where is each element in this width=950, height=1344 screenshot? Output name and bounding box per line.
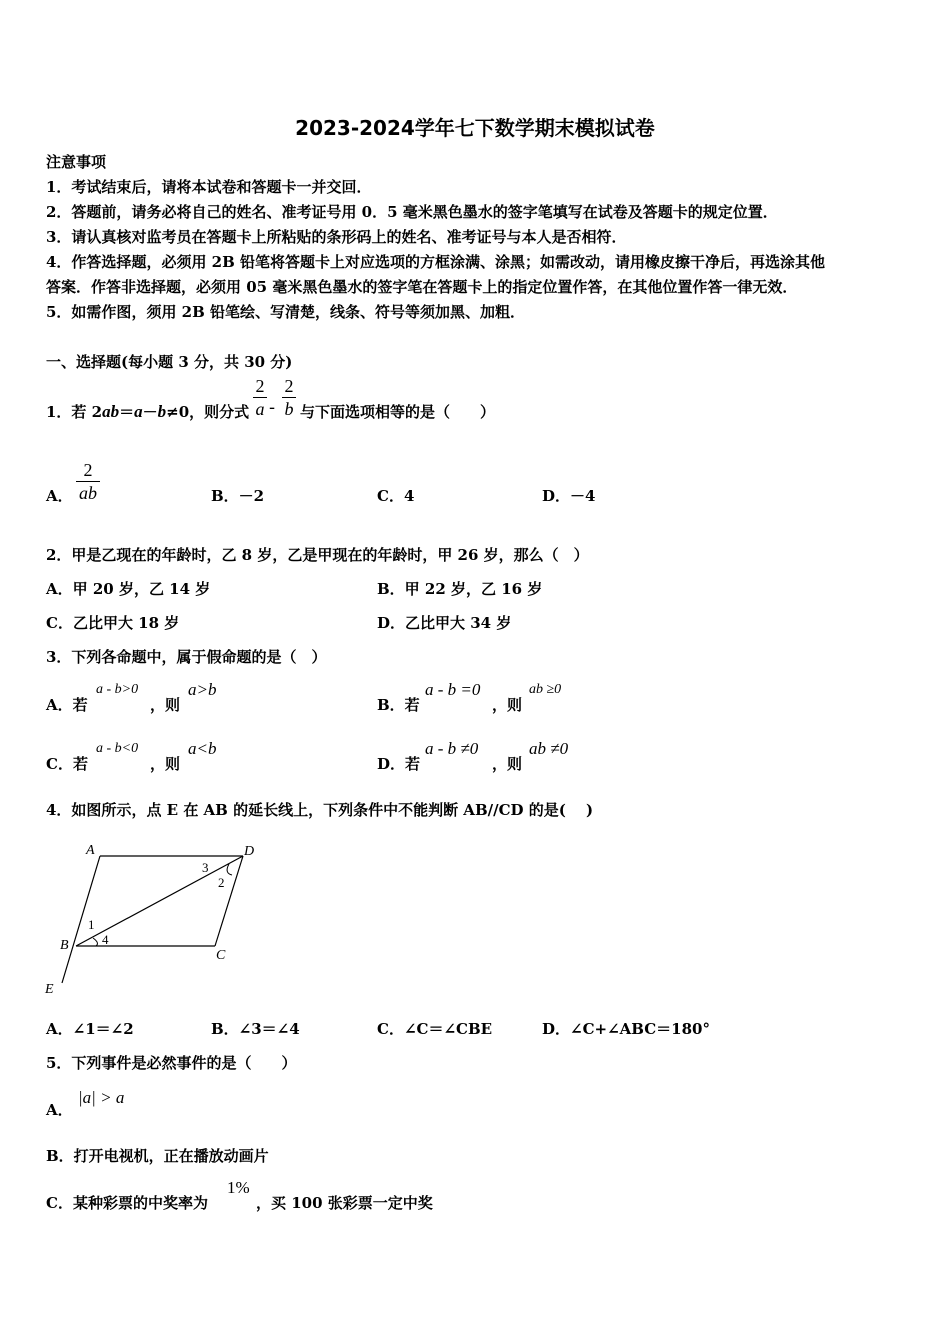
section-heading: 一、选择题(每小题 3 分，共 30 分)	[46, 353, 293, 371]
q4-option-d: D．∠C+∠ABC＝180°	[542, 1020, 710, 1038]
q5-option-c-text: C．某种彩票的中奖率为	[46, 1194, 208, 1212]
q1-option-c: C．4	[377, 487, 415, 505]
q2-option-b: B．甲 22 岁，乙 16 岁	[377, 580, 543, 598]
angle-2-label: 2	[218, 875, 225, 890]
q5-option-c-suffix: ，买 100 张彩票一定中奖	[256, 1194, 433, 1212]
question-1-stem: 1．若 2ab＝a－b≠0，则分式	[46, 402, 250, 421]
q2-option-c: C．乙比甲大 18 岁	[46, 614, 180, 632]
q5-option-a-math: |a| > a	[78, 1088, 125, 1107]
q2-option-a: A．甲 20 岁，乙 14 岁	[46, 580, 211, 598]
label-a: A	[86, 843, 95, 858]
question-2-stem: 2．甲是乙现在的年龄时，乙 8 岁，乙是甲现在的年龄时，甲 26 岁，那么（ ）	[46, 546, 589, 564]
parallelogram-figure	[40, 835, 270, 1000]
q4-option-c: C．∠C＝∠CBE	[377, 1020, 493, 1038]
notice-item: 2．答题前，请务必将自己的姓名、准考证号用 0．5 毫米黑色墨水的签字笔填写在试卷及答题卡的规定位置．	[46, 203, 778, 221]
q1-option-a-label: A．	[46, 487, 73, 505]
q3-option-b-result: ab ≥0	[529, 682, 562, 697]
q3-option-b-then: ，则	[492, 696, 523, 714]
fraction-2-over-b: 2 b	[282, 376, 296, 419]
angle-1-label: 1	[88, 917, 95, 932]
question-4-stem: 4．如图所示，点 E 在 AB 的延长线上，下列条件中不能判断 AB//CD 的是( )	[46, 801, 594, 819]
notice-item: 1．考试结束后，请将本试卷和答题卡一并交回．	[46, 178, 372, 196]
q3-option-c-condition: a - b<0	[96, 741, 139, 756]
notice-item: 3．请认真核对监考员在答题卡上所粘贴的条形码上的姓名、准考证号与本人是否相符．	[46, 228, 627, 246]
notice-item: 4．作答选择题，必须用 2B 铅笔将答题卡上对应选项的方框涂满、涂黑；如需改动，请用橡皮擦干净后，再选涂其他	[46, 253, 826, 271]
q3-option-d-then: ，则	[492, 755, 523, 773]
label-b: B	[60, 938, 69, 953]
angle-4-label: 4	[102, 932, 109, 947]
label-d: D	[244, 844, 255, 859]
label-e: E	[45, 982, 54, 997]
q3-option-a-condition: a - b>0	[96, 682, 139, 697]
q3-option-b-label: B．若	[377, 696, 420, 714]
q3-option-b-condition: a - b =0	[425, 680, 481, 699]
q3-option-d-condition: a - b ≠0	[425, 739, 479, 758]
q4-option-b: B．∠3＝∠4	[211, 1020, 300, 1038]
notice-item: 答案．作答非选择题，必须用 05 毫米黑色墨水的签字笔在答题卡上的指定位置作答，在其他位置作答一律无效．	[46, 278, 798, 296]
question-5-stem: 5．下列事件是必然事件的是（ ）	[46, 1054, 297, 1072]
q3-option-a-label: A．若	[46, 696, 88, 714]
q3-option-c-result: a<b	[188, 739, 217, 758]
q3-option-a-then: ，则	[150, 696, 181, 714]
q5-option-a-label: A．	[46, 1101, 73, 1119]
q4-option-a: A．∠1＝∠2	[46, 1020, 134, 1038]
page-title: 2023-2024学年七下数学期末模拟试卷	[295, 116, 655, 140]
q1-option-b: B．－2	[211, 487, 265, 505]
q3-option-a-result: a>b	[188, 680, 217, 699]
q2-option-d: D．乙比甲大 34 岁	[377, 614, 512, 632]
question-3-stem: 3．下列各命题中，属于假命题的是（ ）	[46, 648, 327, 666]
angle-3-label: 3	[202, 860, 209, 875]
q3-option-d-label: D．若	[377, 755, 421, 773]
question-1-suffix: 与下面选项相等的是（ ）	[300, 403, 496, 421]
q3-option-c-then: ，则	[150, 755, 181, 773]
fraction-2-over-a: 2 a	[253, 376, 267, 419]
q5-option-c-percent: 1%	[227, 1178, 250, 1197]
notice-item: 5．如需作图，须用 2B 铅笔绘、写清楚，线条、符号等须加黑、加粗．	[46, 303, 525, 321]
label-c: C	[216, 948, 226, 963]
q3-option-d-result: ab ≠0	[529, 739, 569, 758]
notice-heading: 注意事项	[46, 153, 107, 171]
fraction-minus: -	[269, 397, 276, 418]
q5-option-b: B．打开电视机，正在播放动画片	[46, 1147, 269, 1165]
q3-option-c-label: C．若	[46, 755, 88, 773]
q1-option-a-fraction: 2 ab	[76, 460, 100, 503]
q1-option-d: D．－4	[542, 487, 596, 505]
